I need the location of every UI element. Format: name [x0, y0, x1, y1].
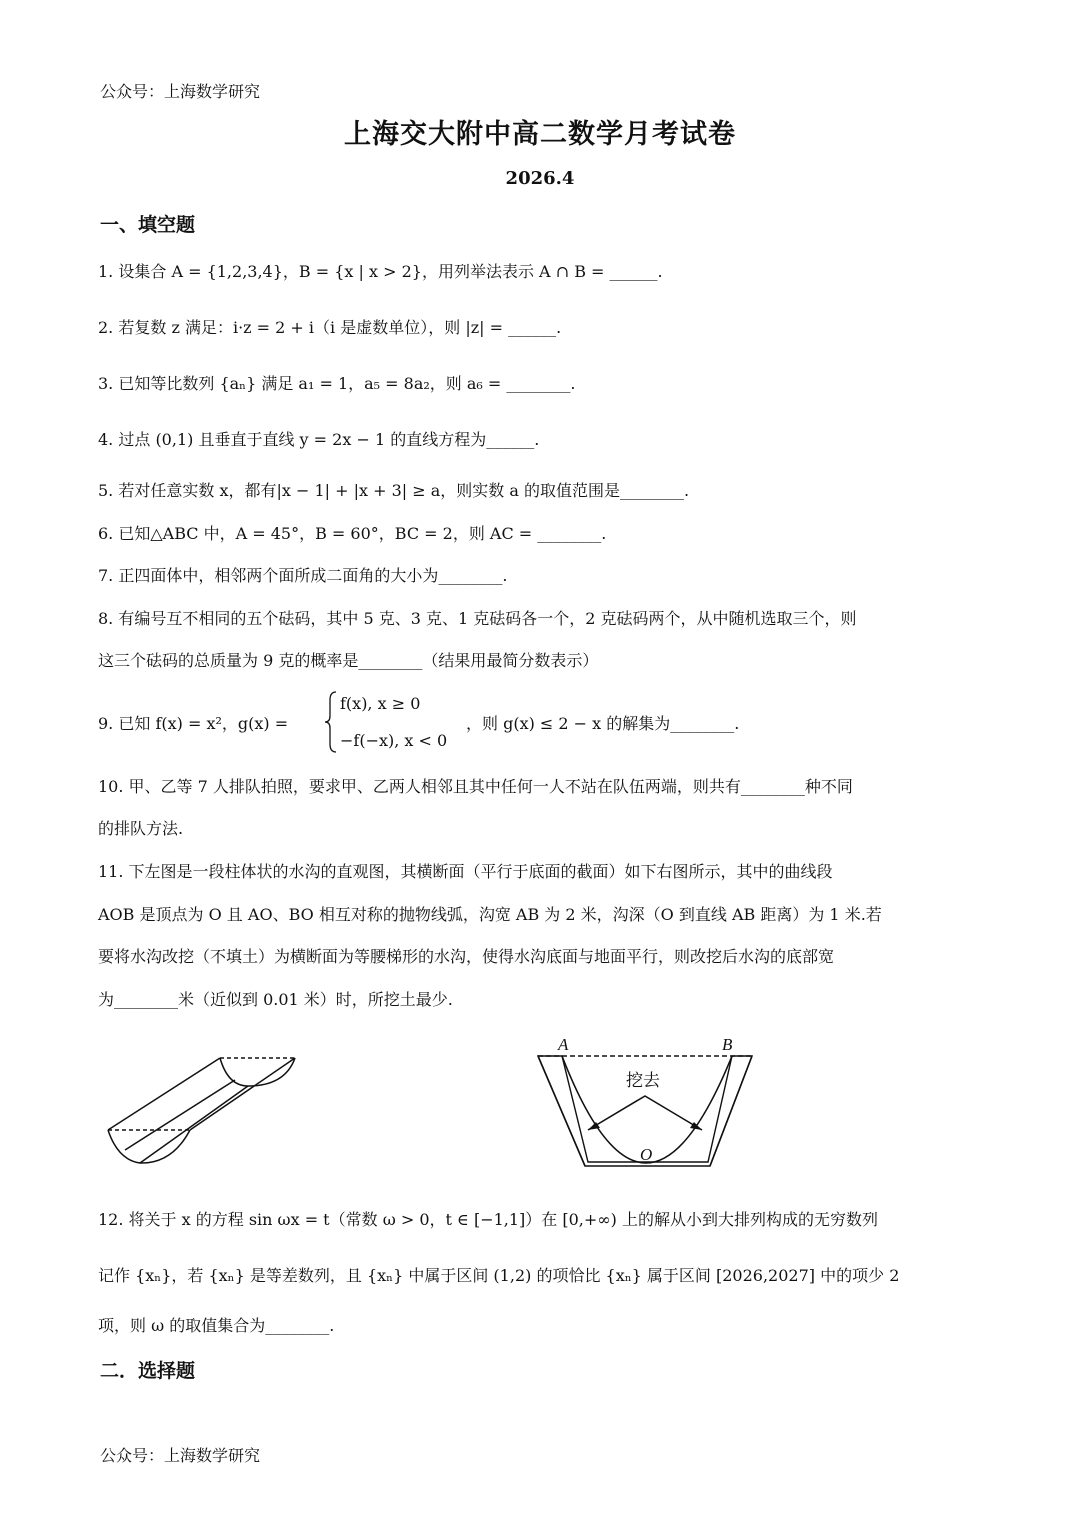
question-2: 2. 若复数 z 满足：i·z = 2 + i（i 是虚数单位），则 |z| = ______. [98, 318, 562, 337]
label-b: B [722, 1035, 733, 1054]
question-3: 3. 已知等比数列 {aₙ} 满足 a₁ = 1，a₅ = 8a₂，则 a₆ = ________. [98, 374, 576, 393]
question-5: 5. 若对任意实数 x，都有|x − 1| + |x + 3| ≥ a，则实数 a 的取值范围是________. [98, 481, 690, 500]
question-9-case-2: −f(−x), x < 0 [340, 731, 448, 750]
header-source: 公众号：上海数学研究 [100, 82, 261, 101]
question-8-line-1: 8. 有编号互不相同的五个砝码，其中 5 克、3 克、1 克砝码各一个，2 克砝码两个，从中随机选取三个，则 [98, 609, 857, 628]
question-9-case-1: f(x), x ≥ 0 [340, 694, 421, 713]
page-title: 上海交大附中高二数学月考试卷 [344, 119, 736, 150]
footer-source: 公众号：上海数学研究 [100, 1446, 261, 1465]
label-a: A [558, 1035, 569, 1054]
question-4: 4. 过点 (0,1) 且垂直于直线 y = 2x − 1 的直线方程为______. [98, 430, 540, 449]
question-12-line-1: 12. 将关于 x 的方程 sin ωx = t（常数 ω > 0，t ∈ [−1,1]）在 [0,+∞) 上的解从小到大排列构成的无穷数列 [98, 1210, 878, 1229]
question-9-suffix: ，则 g(x) ≤ 2 − x 的解集为________. [466, 714, 740, 733]
cross-section-figure [530, 1030, 760, 1170]
piecewise-brace [324, 690, 338, 754]
trough-perspective-figure [100, 1050, 300, 1180]
section-multiple-choice: 二．选择题 [100, 1360, 196, 1382]
question-7: 7. 正四面体中，相邻两个面所成二面角的大小为________. [98, 566, 508, 585]
section-fill-in: 一、填空题 [100, 214, 196, 236]
question-11-line-3: 要将水沟改挖（不填土）为横断面为等腰梯形的水沟，使得水沟底面与地面平行，则改挖后水沟的底部宽 [98, 947, 835, 966]
question-10-line-2: 的排队方法. [98, 819, 184, 838]
question-12-line-2: 记作 {xₙ}，若 {xₙ} 是等差数列，且 {xₙ} 中属于区间 (1,2) 的项恰比 {xₙ} 属于区间 [2026,2027] 中的项少 2 [98, 1266, 900, 1285]
question-11-line-1: 11. 下左图是一段柱体状的水沟的直观图，其横断面（平行于底面的截面）如下右图所示，其中的曲线段 [98, 862, 833, 881]
question-11-line-4: 为________米（近似到 0.01 米）时，所挖土最少. [98, 990, 453, 1009]
question-8-line-2: 这三个砝码的总质量为 9 克的概率是________（结果用最简分数表示） [98, 651, 599, 670]
question-6: 6. 已知△ABC 中，A = 45°，B = 60°，BC = 2，则 AC = ________. [98, 524, 607, 543]
question-10-line-1: 10. 甲、乙等 7 人排队拍照，要求甲、乙两人相邻且其中任何一人不站在队伍两端，则共有________种不同 [98, 777, 853, 796]
question-12-line-3: 项，则 ω 的取值集合为________. [98, 1316, 335, 1335]
question-11-line-2: AOB 是顶点为 O 且 AO、BO 相互对称的抛物线弧，沟宽 AB 为 2 米，沟深（O 到直线 AB 距离）为 1 米.若 [98, 905, 882, 924]
dig-label: 挖去 [626, 1071, 660, 1091]
question-9-prefix: 9. 已知 f(x) = x²，g(x) = [98, 714, 289, 733]
label-o: O [640, 1145, 653, 1164]
exam-date: 2026.4 [505, 168, 575, 189]
question-1: 1. 设集合 A = {1,2,3,4}，B = {x | x > 2}，用列举法表示 A ∩ B = ______. [98, 262, 663, 281]
